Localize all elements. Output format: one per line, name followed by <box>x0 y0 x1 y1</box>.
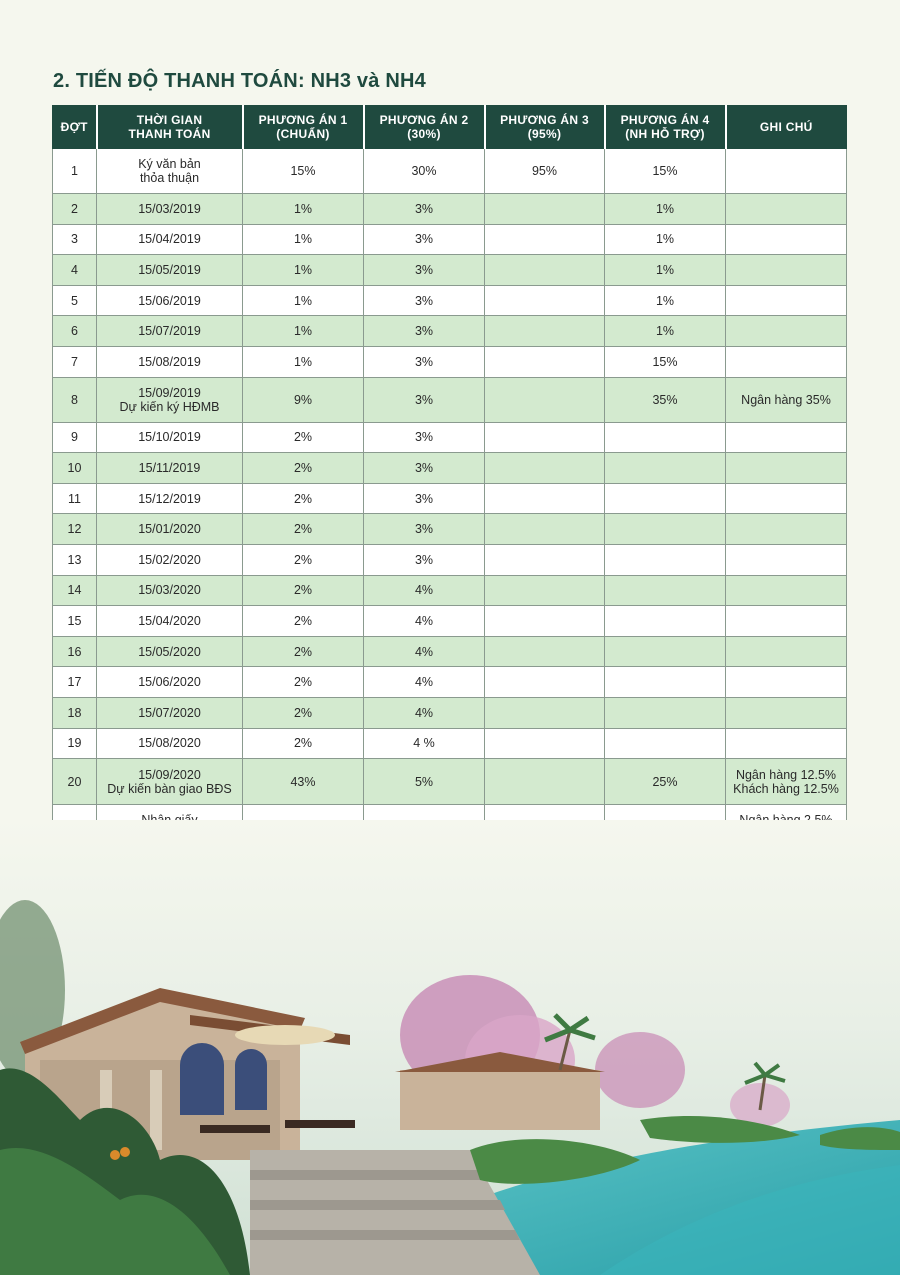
row-dot: 7 <box>53 346 97 377</box>
row-pa4 <box>605 483 726 514</box>
payment-schedule-table <box>52 105 847 940</box>
row-pa3 <box>485 667 605 698</box>
row-pa2: 5% <box>364 759 485 805</box>
table-row <box>53 285 847 316</box>
row-pa1: 2% <box>243 544 364 575</box>
header-pa2: PHƯƠNG ÁN 2 (30%) <box>364 106 485 149</box>
resort-illustration <box>0 820 900 1275</box>
row-pa4: 25% <box>605 759 726 805</box>
row-pa4 <box>605 697 726 728</box>
row-pa2: 3% <box>364 514 485 545</box>
row-time-line: Dự kiến bàn giao BĐS <box>107 781 232 796</box>
row-time <box>97 346 243 377</box>
row-pa4 <box>605 422 726 453</box>
row-dot: 4 <box>53 255 97 286</box>
row-note <box>726 224 847 255</box>
row-pa4 <box>605 544 726 575</box>
row-time <box>97 697 243 728</box>
header-pa1: PHƯƠNG ÁN 1 (CHUẨN) <box>243 106 364 149</box>
row-note <box>726 316 847 347</box>
row-pa2: 30% <box>364 149 485 194</box>
table-row <box>53 316 847 347</box>
row-time-line: 15/10/2019 <box>138 430 201 445</box>
row-note <box>726 422 847 453</box>
row-time-line: 15/08/2020 <box>138 736 201 751</box>
row-dot: 20 <box>53 759 97 805</box>
row-note <box>726 728 847 759</box>
row-time-line: 15/07/2020 <box>138 705 201 720</box>
row-pa1: 2% <box>243 667 364 698</box>
row-pa2: 3% <box>364 483 485 514</box>
row-time <box>97 285 243 316</box>
row-pa2: 4% <box>364 697 485 728</box>
table-row <box>53 606 847 637</box>
table-row <box>53 453 847 484</box>
row-time-line: 15/09/2020 <box>138 767 201 782</box>
row-pa2: 3% <box>364 453 485 484</box>
header-dot: ĐỢT <box>53 106 97 149</box>
row-dot: 14 <box>53 575 97 606</box>
row-note-line: Ngân hàng 12.5% <box>735 767 837 782</box>
row-pa2: 4% <box>364 667 485 698</box>
row-dot: 12 <box>53 514 97 545</box>
table-row <box>53 667 847 698</box>
row-pa3 <box>485 575 605 606</box>
row-note <box>726 544 847 575</box>
row-pa4: 1% <box>605 255 726 286</box>
table-row <box>53 544 847 575</box>
row-note <box>726 514 847 545</box>
table-header-row <box>53 106 847 149</box>
row-pa4: 15% <box>605 346 726 377</box>
row-pa3 <box>485 255 605 286</box>
table-row <box>53 346 847 377</box>
row-time <box>97 453 243 484</box>
table-row <box>53 575 847 606</box>
row-pa1: 2% <box>243 422 364 453</box>
row-pa4 <box>605 514 726 545</box>
row-time <box>97 224 243 255</box>
table-row <box>53 224 847 255</box>
row-time-line: 15/09/2019 <box>138 385 201 400</box>
row-pa2: 3% <box>364 224 485 255</box>
row-pa1: 2% <box>243 514 364 545</box>
row-time <box>97 759 243 805</box>
row-dot: 11 <box>53 483 97 514</box>
row-pa4 <box>605 728 726 759</box>
row-dot: 1 <box>53 149 97 194</box>
row-time-line: 15/04/2019 <box>138 232 201 247</box>
table-row <box>53 483 847 514</box>
row-pa1: 2% <box>243 606 364 637</box>
row-time <box>97 606 243 637</box>
row-pa4 <box>605 667 726 698</box>
row-pa3 <box>485 544 605 575</box>
row-pa4 <box>605 575 726 606</box>
row-pa3 <box>485 514 605 545</box>
row-time-line: 15/03/2019 <box>138 201 201 216</box>
row-pa4: 1% <box>605 285 726 316</box>
row-pa3 <box>485 728 605 759</box>
row-pa2: 3% <box>364 194 485 225</box>
row-time-line: 15/05/2020 <box>138 644 201 659</box>
row-pa4: 35% <box>605 377 726 422</box>
row-time <box>97 377 243 422</box>
header-pa4: PHƯƠNG ÁN 4 (NH HỖ TRỢ) <box>605 106 726 149</box>
table-row <box>53 636 847 667</box>
row-note <box>726 667 847 698</box>
row-time <box>97 316 243 347</box>
row-pa2: 3% <box>364 544 485 575</box>
row-pa1: 1% <box>243 285 364 316</box>
row-pa1: 1% <box>243 346 364 377</box>
row-pa3 <box>485 759 605 805</box>
row-time-line: 15/01/2020 <box>138 522 201 537</box>
row-time-line: Ký văn bản <box>138 157 201 171</box>
row-pa3 <box>485 606 605 637</box>
row-pa3 <box>485 483 605 514</box>
row-note <box>726 285 847 316</box>
row-pa1: 2% <box>243 483 364 514</box>
row-note <box>726 759 847 805</box>
row-note-line: Khách hàng 12.5% <box>733 781 839 796</box>
row-note <box>726 575 847 606</box>
row-time <box>97 575 243 606</box>
row-pa1: 2% <box>243 728 364 759</box>
table-row <box>53 514 847 545</box>
row-pa2: 4% <box>364 575 485 606</box>
row-dot: 9 <box>53 422 97 453</box>
row-pa2: 3% <box>364 346 485 377</box>
row-dot: 3 <box>53 224 97 255</box>
table-row <box>53 377 847 422</box>
row-pa1: 2% <box>243 697 364 728</box>
row-dot: 8 <box>53 377 97 422</box>
row-pa2: 3% <box>364 377 485 422</box>
row-time-line: 15/06/2020 <box>138 675 201 690</box>
row-time <box>97 483 243 514</box>
row-time-line: 15/07/2019 <box>138 324 201 339</box>
row-pa2: 3% <box>364 422 485 453</box>
row-note <box>726 255 847 286</box>
row-note <box>726 346 847 377</box>
row-time <box>97 636 243 667</box>
row-time <box>97 194 243 225</box>
row-pa2: 3% <box>364 255 485 286</box>
row-pa3 <box>485 636 605 667</box>
row-pa1: 1% <box>243 224 364 255</box>
row-dot: 13 <box>53 544 97 575</box>
row-pa3 <box>485 346 605 377</box>
row-dot: 19 <box>53 728 97 759</box>
table-row <box>53 759 847 805</box>
row-dot: 10 <box>53 453 97 484</box>
row-time-line: 15/03/2020 <box>138 583 201 598</box>
row-note <box>726 636 847 667</box>
row-note <box>726 697 847 728</box>
row-pa3: 95% <box>485 149 605 194</box>
row-pa3 <box>485 316 605 347</box>
row-dot: 15 <box>53 606 97 637</box>
row-note <box>726 606 847 637</box>
row-note <box>726 194 847 225</box>
table-row <box>53 149 847 194</box>
row-pa4: 1% <box>605 224 726 255</box>
schedule-body <box>53 149 847 850</box>
row-pa2: 4% <box>364 606 485 637</box>
row-pa3 <box>485 377 605 422</box>
row-pa4: 1% <box>605 316 726 347</box>
row-pa3 <box>485 285 605 316</box>
row-time-line: 15/04/2020 <box>138 613 201 628</box>
row-time <box>97 514 243 545</box>
row-dot: 18 <box>53 697 97 728</box>
row-dot: 17 <box>53 667 97 698</box>
row-pa1: 15% <box>243 149 364 194</box>
row-dot: 6 <box>53 316 97 347</box>
row-note <box>726 453 847 484</box>
row-dot: 16 <box>53 636 97 667</box>
resort-scene-image <box>0 820 900 1275</box>
row-pa2: 3% <box>364 285 485 316</box>
row-time <box>97 544 243 575</box>
table-row <box>53 422 847 453</box>
row-time <box>97 149 243 194</box>
row-pa2: 3% <box>364 316 485 347</box>
table-row <box>53 194 847 225</box>
row-time-line: Dự kiến ký HĐMB <box>119 399 220 414</box>
row-pa4 <box>605 636 726 667</box>
row-pa3 <box>485 194 605 225</box>
row-dot: 5 <box>53 285 97 316</box>
row-pa3 <box>485 224 605 255</box>
page-title: 2. TIẾN ĐỘ THANH TOÁN: NH3 và NH4 <box>53 70 426 92</box>
row-pa1: 1% <box>243 255 364 286</box>
row-pa4: 1% <box>605 194 726 225</box>
header-time: THỜI GIAN THANH TOÁN <box>97 106 243 149</box>
row-pa4: 15% <box>605 149 726 194</box>
header-pa3: PHƯƠNG ÁN 3 (95%) <box>485 106 605 149</box>
row-note <box>726 483 847 514</box>
table-row <box>53 255 847 286</box>
row-pa3 <box>485 422 605 453</box>
row-pa1: 1% <box>243 316 364 347</box>
row-time-line: 15/11/2019 <box>138 460 201 475</box>
row-time <box>97 728 243 759</box>
row-time <box>97 667 243 698</box>
table-row <box>53 728 847 759</box>
row-dot: 2 <box>53 194 97 225</box>
row-time-line: 15/12/2019 <box>138 491 201 506</box>
row-pa4 <box>605 453 726 484</box>
row-time-line: thỏa thuận <box>139 171 200 185</box>
row-note <box>726 149 847 194</box>
row-pa1: 43% <box>243 759 364 805</box>
table-row <box>53 697 847 728</box>
row-pa1: 9% <box>243 377 364 422</box>
row-note-line: Ngân hàng 35% <box>741 392 831 407</box>
row-pa1: 1% <box>243 194 364 225</box>
row-time-line: 15/08/2019 <box>138 354 201 369</box>
row-pa3 <box>485 697 605 728</box>
row-pa1: 2% <box>243 575 364 606</box>
row-time-line: 15/02/2020 <box>138 552 201 567</box>
row-pa1: 2% <box>243 636 364 667</box>
row-pa4 <box>605 606 726 637</box>
row-time <box>97 422 243 453</box>
row-pa2: 4 % <box>364 728 485 759</box>
row-time <box>97 255 243 286</box>
row-time-line: 15/05/2019 <box>138 262 201 277</box>
row-pa2: 4% <box>364 636 485 667</box>
row-time-line: 15/06/2019 <box>138 293 201 308</box>
row-pa1: 2% <box>243 453 364 484</box>
row-pa3 <box>485 453 605 484</box>
row-note <box>726 377 847 422</box>
header-note: GHI CHÚ <box>726 106 847 149</box>
